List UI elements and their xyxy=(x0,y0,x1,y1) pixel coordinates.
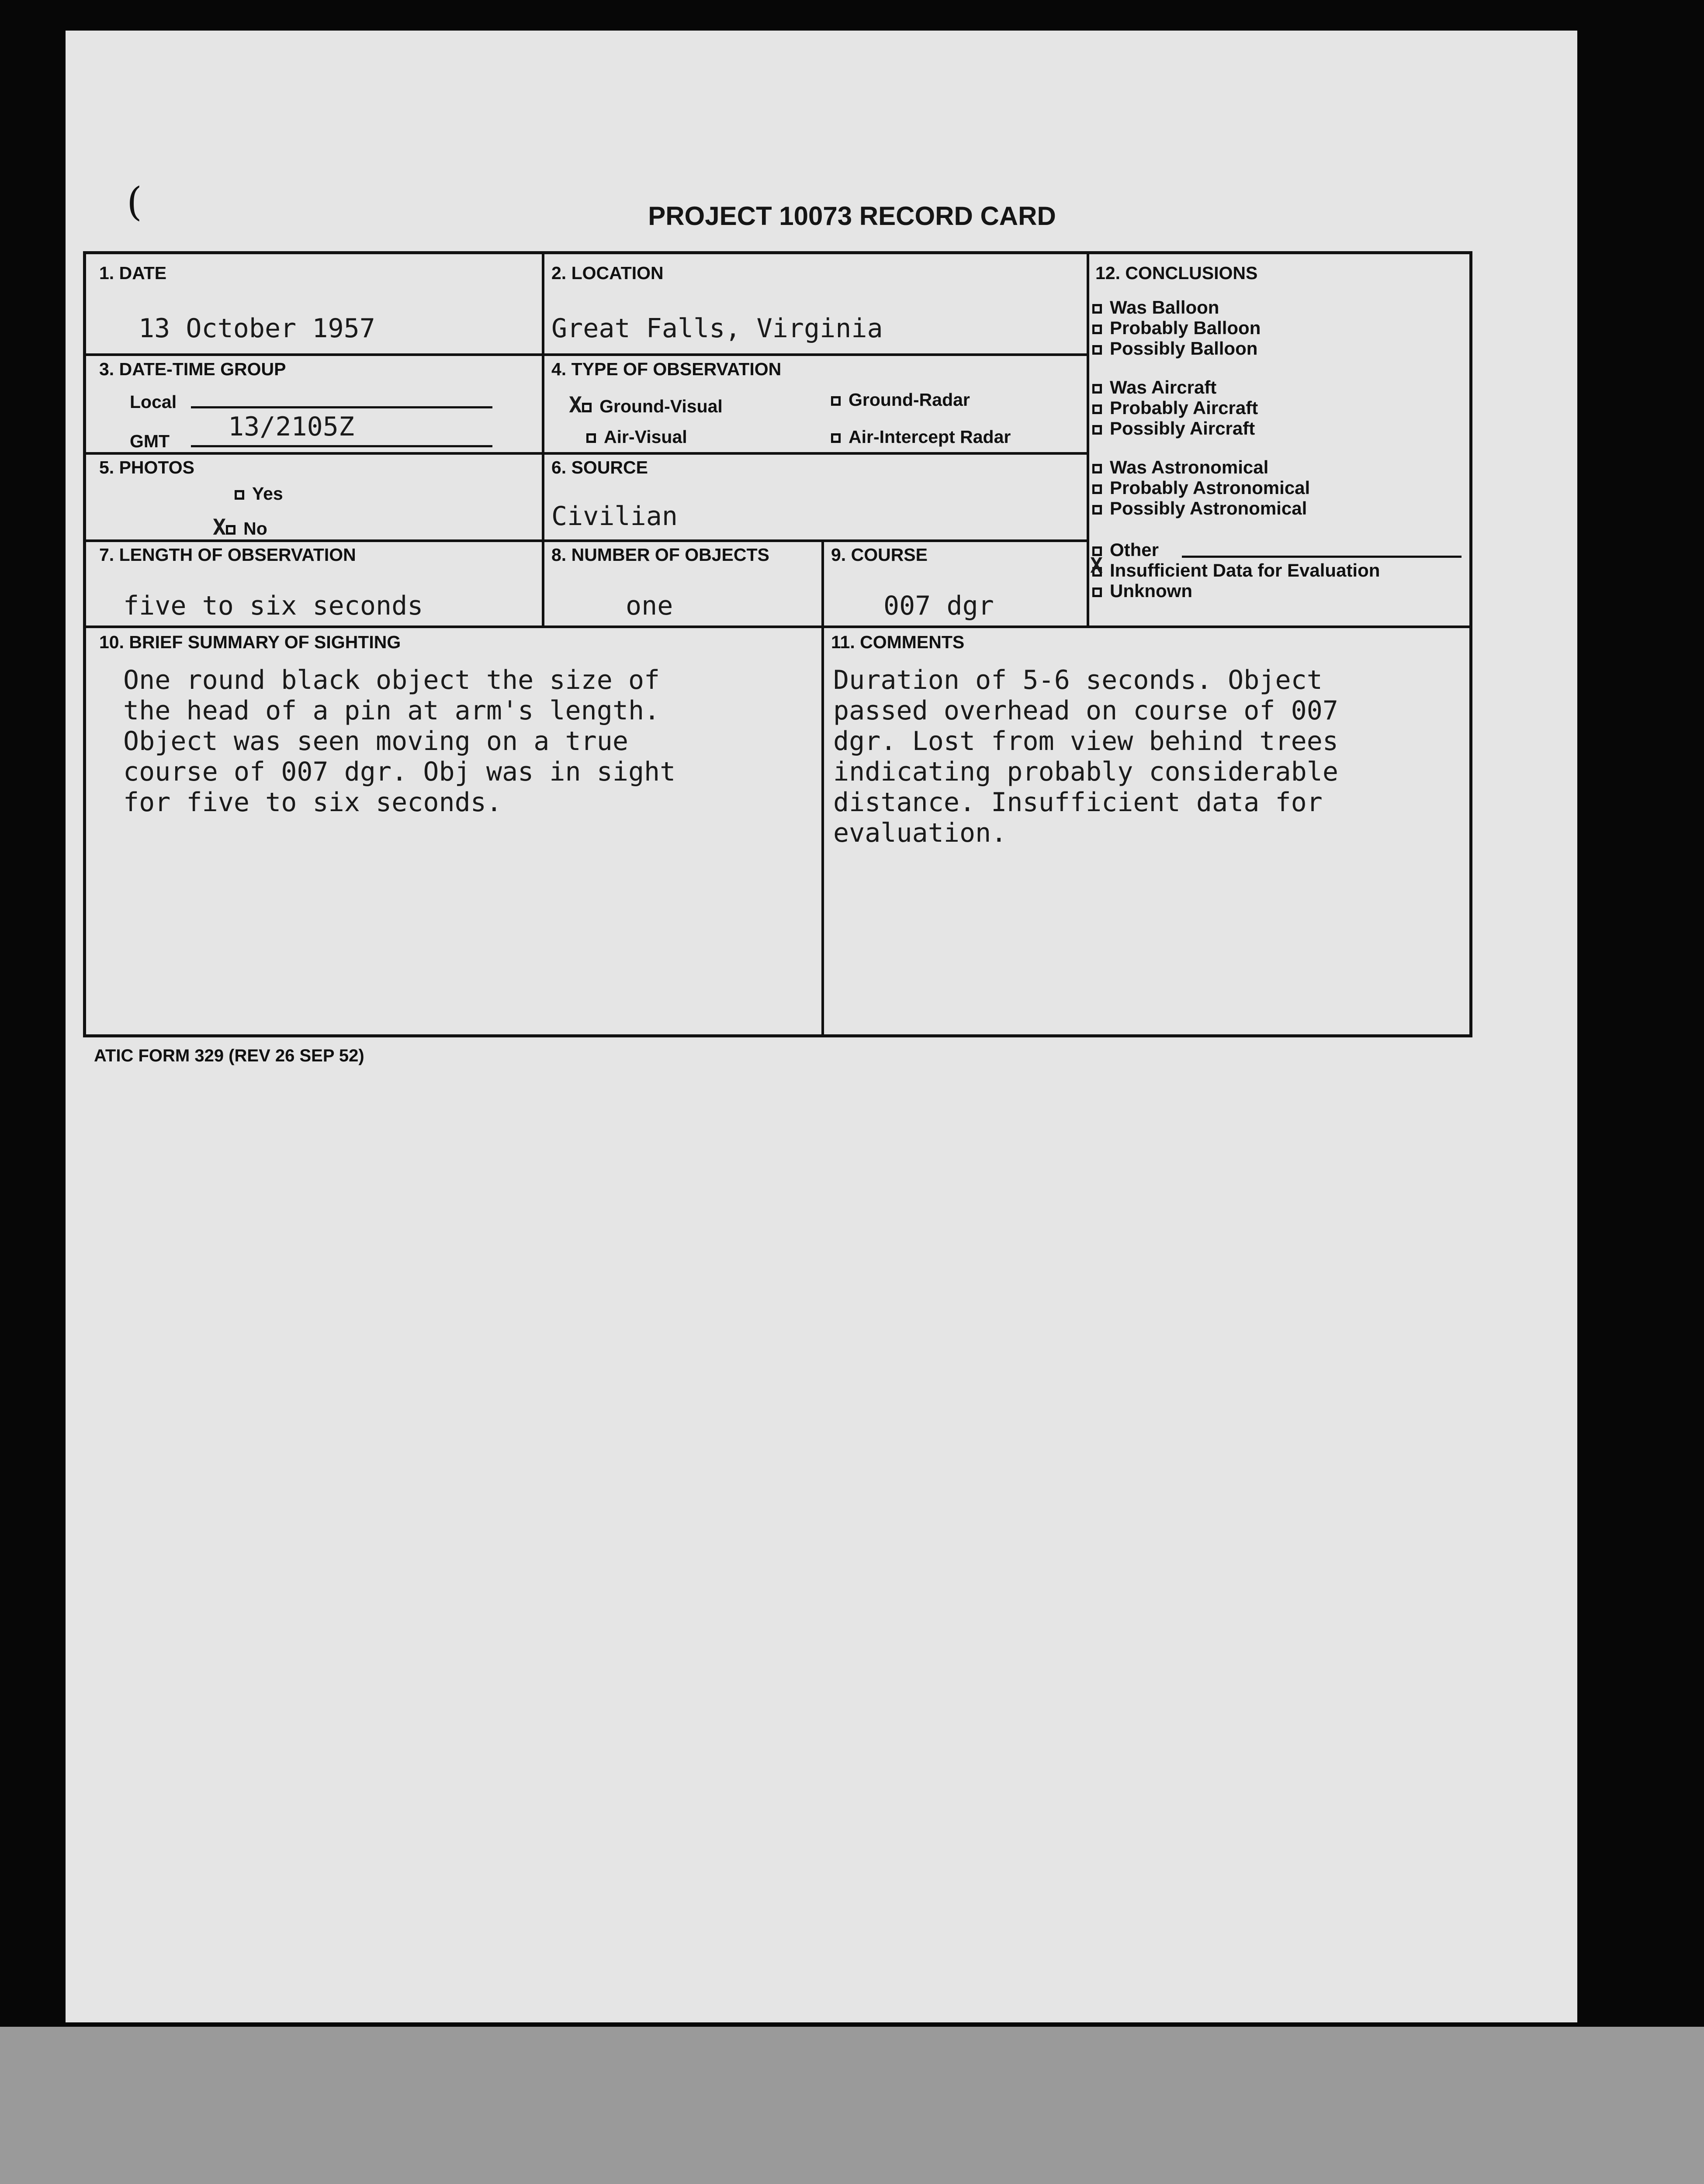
checkbox xyxy=(1092,425,1102,435)
rule xyxy=(821,539,824,1037)
air-intercept-label: Air-Intercept Radar xyxy=(849,427,1011,447)
gmt-underline xyxy=(191,445,492,447)
ground-visual-option xyxy=(569,390,723,420)
rule xyxy=(542,254,544,625)
summary-line: course of 007 dgr. Obj was in sight xyxy=(123,757,676,787)
conclusion-probably-balloon xyxy=(1092,318,1261,339)
conclusion-possibly-astronomical xyxy=(1092,498,1307,519)
comments-line: Duration of 5-6 seconds. Object xyxy=(833,665,1323,695)
ground-radar-label: Ground-Radar xyxy=(849,390,970,410)
rule xyxy=(86,625,1471,628)
comments-line: passed overhead on course of 007 xyxy=(833,695,1338,726)
summary-label: 10. BRIEF SUMMARY OF SIGHTING xyxy=(99,632,401,652)
checkbox xyxy=(582,403,592,412)
conclusion-label: Other xyxy=(1110,539,1159,560)
conclusion-probably-aircraft xyxy=(1092,397,1258,418)
conclusion-label: Possibly Balloon xyxy=(1110,338,1258,359)
summary-line: the head of a pin at arm's length. xyxy=(123,695,660,726)
conclusion-possibly-aircraft xyxy=(1092,418,1255,439)
conclusion-label: Insufficient Data for Evaluation xyxy=(1110,560,1380,581)
checkbox xyxy=(831,396,841,406)
checkbox xyxy=(1092,345,1102,355)
photos-label: 5. PHOTOS xyxy=(99,457,194,477)
card-title: PROJECT 10073 RECORD CARD xyxy=(648,201,1056,231)
summary-text xyxy=(123,665,814,818)
summary-line: for five to six seconds. xyxy=(123,787,502,818)
comments-label: 11. COMMENTS xyxy=(831,632,965,652)
comments-text xyxy=(833,665,1462,848)
checkbox xyxy=(1092,505,1102,515)
checkbox xyxy=(586,433,596,443)
course-label: 9. COURSE xyxy=(831,545,928,565)
checkbox xyxy=(831,433,841,443)
conclusion-probably-astronomical xyxy=(1092,477,1310,498)
checkbox xyxy=(226,525,236,535)
local-label: Local xyxy=(130,392,177,412)
conclusion-possibly-balloon xyxy=(1092,338,1257,359)
checkbox xyxy=(1092,587,1102,597)
comments-line: dgr. Lost from view behind trees xyxy=(833,726,1338,757)
rule xyxy=(86,452,1087,455)
conclusion-label: Probably Astronomical xyxy=(1110,477,1310,498)
checkbox xyxy=(1092,464,1102,473)
objects-label: 8. NUMBER OF OBJECTS xyxy=(551,545,769,565)
gmt-value: 13/2105Z xyxy=(228,411,354,442)
checkbox xyxy=(235,490,244,500)
conclusion-label: Probably Balloon xyxy=(1110,318,1261,338)
photos-yes-option xyxy=(235,484,283,504)
conclusion-label: Probably Aircraft xyxy=(1110,397,1258,418)
air-intercept-option xyxy=(831,427,1011,447)
handwritten-mark: ( xyxy=(127,179,142,225)
conclusion-label: Was Aircraft xyxy=(1110,377,1217,397)
dtg-label: 3. DATE-TIME GROUP xyxy=(99,359,286,379)
air-visual-label: Air-Visual xyxy=(604,427,687,447)
air-visual-option xyxy=(586,427,687,447)
photos-yes-label: Yes xyxy=(252,484,283,504)
course-value: 007 dgr xyxy=(883,591,994,621)
date-label: 1. DATE xyxy=(99,263,167,283)
photos-no-option xyxy=(213,512,267,543)
background-sheet xyxy=(0,2027,1704,2184)
source-value: Civilian xyxy=(551,501,678,532)
ground-visual-label: Ground-Visual xyxy=(599,396,723,416)
checkbox xyxy=(1092,384,1102,394)
checkbox xyxy=(1092,484,1102,494)
form-number: ATIC FORM 329 (REV 26 SEP 52) xyxy=(94,1046,364,1065)
photos-no-label: No xyxy=(243,518,267,539)
conclusion-label: Possibly Astronomical xyxy=(1110,498,1307,518)
type-label: 4. TYPE OF OBSERVATION xyxy=(551,359,782,379)
conclusion-unknown xyxy=(1092,581,1192,601)
local-underline xyxy=(191,406,492,408)
record-card xyxy=(83,251,1472,1037)
other-underline xyxy=(1182,556,1462,558)
checkbox xyxy=(1092,404,1102,414)
rule xyxy=(86,353,1087,356)
comments-line: distance. Insufficient data for xyxy=(833,787,1323,818)
length-value: five to six seconds xyxy=(123,591,423,621)
conclusions-label: 12. CONCLUSIONS xyxy=(1095,263,1258,283)
rule xyxy=(1087,254,1089,625)
conclusion-was-astronomical xyxy=(1092,457,1268,478)
summary-line: One round black object the size of xyxy=(123,665,660,695)
ground-radar-option xyxy=(831,390,970,410)
date-value: 13 October 1957 xyxy=(139,313,375,344)
comments-line: evaluation. xyxy=(833,818,1007,848)
length-label: 7. LENGTH OF OBSERVATION xyxy=(99,545,356,565)
objects-value: one xyxy=(626,591,673,621)
conclusion-label: Was Balloon xyxy=(1110,297,1219,318)
conclusion-label: Possibly Aircraft xyxy=(1110,418,1255,439)
photos-mark: X xyxy=(213,515,226,540)
source-label: 6. SOURCE xyxy=(551,457,648,477)
conclusion-insufficient-data xyxy=(1090,553,1380,581)
checkbox xyxy=(1092,325,1102,334)
checkbox xyxy=(1092,304,1102,314)
conclusion-label: Unknown xyxy=(1110,581,1192,601)
location-value: Great Falls, Virginia xyxy=(551,313,883,344)
location-label: 2. LOCATION xyxy=(551,263,664,283)
type-mark: X xyxy=(569,392,582,418)
comments-line: indicating probably considerable xyxy=(833,757,1338,787)
gmt-label: GMT xyxy=(130,431,170,451)
conclusion-was-aircraft xyxy=(1092,377,1216,398)
conclusion-was-balloon xyxy=(1092,297,1219,318)
summary-line: Object was seen moving on a true xyxy=(123,726,628,757)
conclusion-label: Was Astronomical xyxy=(1110,457,1269,477)
conclusion-mark: X xyxy=(1090,553,1103,578)
